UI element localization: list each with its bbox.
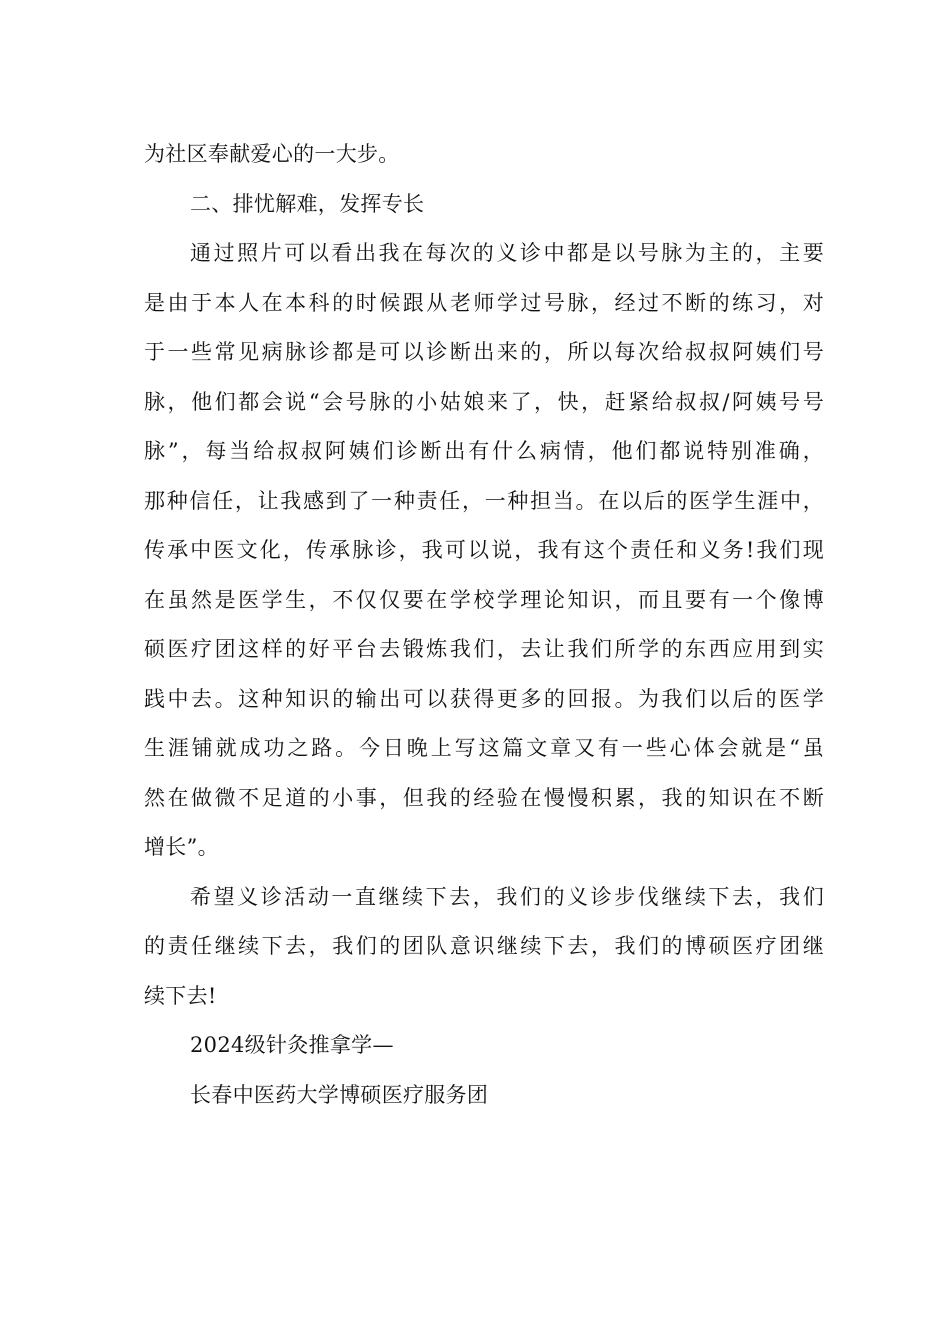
text-line: 脉”，每当给叔叔阿姨们诊断出有什么病情，他们都说特别准确， [144,439,824,463]
text-line: 践中去。这种知识的输出可以获得更多的回报。为我们以后的医学 [144,686,824,711]
text-line: 硕医疗团这样的好平台去锻炼我们，去让我们所学的东西应用到实 [144,637,824,661]
text-line: 在虽然是医学生，不仅仅要在学校学理论知识，而且要有一个像博 [144,587,824,612]
document-body [144,130,824,1120]
text-line: 为社区奉献爱心的一大步。 [144,142,400,166]
text-line: 生涯铺就成功之路。今日晚上写这篇文章又有一些心体会就是“虽 [144,736,824,760]
text-line: 然在做微不足道的小事，但我的经验在慢慢积累，我的知识在不断 [144,785,824,810]
text-line: 传承中医文化，传承脉诊，我可以说，我有这个责任和义务!我们现 [144,538,824,562]
text-line: 是由于本人在本科的时候跟从老师学过号脉，经过不断的练习，对 [144,290,824,315]
text-line: 脉，他们都会说“会号脉的小姑娘来了，快，赶紧给叔叔/阿姨号号 [144,389,824,414]
text-line: 二、排忧解难，发挥专长 [190,191,425,216]
text-line: 的责任继续下去，我们的团队意识继续下去，我们的博硕医疗团继 [144,934,824,958]
text-line: 于一些常见病脉诊都是可以诊断出来的，所以每次给叔叔阿姨们号 [144,340,824,364]
text-line: 增长”。 [144,835,219,859]
text-line: 那种信任，让我感到了一种责任，一种担当。在以后的医学生涯中， [144,488,824,513]
text-line: 续下去! [144,983,217,1008]
text-line: 希望义诊活动一直继续下去，我们的义诊步伐继续下去，我们 [190,884,824,909]
text-line: 2024级针灸推拿学— [190,1033,394,1057]
text-line: 长春中医药大学博硕医疗服务团 [190,1082,489,1107]
text-line: 通过照片可以看出我在每次的义诊中都是以号脉为主的，主要 [190,241,824,265]
